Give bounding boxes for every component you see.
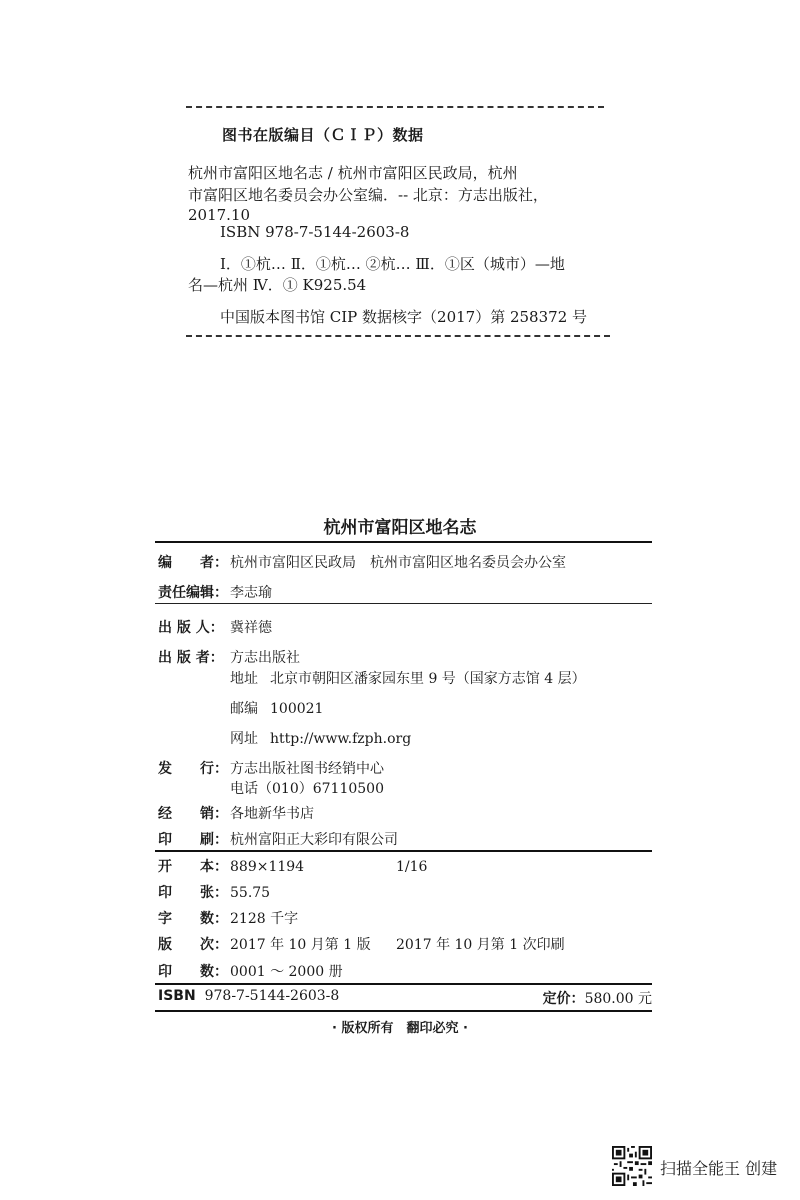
sheets-row — [158, 882, 270, 902]
edition-row — [158, 934, 565, 954]
publisher-person-value: 冀祥德 — [230, 620, 272, 636]
responsible-editor-label: 责任编辑： — [158, 585, 228, 601]
price-value: 580.00 元 — [584, 991, 652, 1007]
copies-row — [158, 961, 343, 981]
printer-label: 印 刷： — [158, 832, 228, 848]
editor-value: 杭州市富阳区民政局 杭州市富阳区地名委员会办公室 — [230, 555, 566, 571]
editor-label: 编 者： — [158, 555, 228, 571]
website-label: 网址 — [230, 731, 258, 747]
distribution-value: 方志出版社图书经销中心 — [230, 761, 384, 777]
price-label: 定价： — [542, 991, 585, 1007]
postcode-label: 邮编 — [230, 701, 258, 717]
address-row — [230, 668, 586, 688]
cip-top-dashed-rule — [186, 106, 604, 108]
publisher-row — [158, 647, 300, 667]
publisher-person-row — [158, 617, 272, 637]
editor-rule — [155, 603, 652, 604]
cip-line-3: 2017.10 — [188, 206, 251, 224]
cip-line-1: 杭州市富阳区地名志 / 杭州市富阳区民政局，杭州 — [188, 164, 518, 182]
book-title: 杭州市富阳区地名志 — [323, 518, 477, 538]
responsible-editor-row — [158, 582, 272, 602]
title-rule — [155, 541, 652, 543]
cip-bottom-dashed-rule — [186, 335, 610, 337]
responsible-editor-value: 李志瑜 — [230, 585, 272, 601]
publisher-person-label: 出 版 人： — [158, 620, 224, 636]
phone-row — [158, 778, 384, 798]
printer-row — [158, 829, 398, 849]
qr-code-icon — [612, 1146, 652, 1186]
printer-rule — [155, 850, 652, 852]
isbn-rule — [155, 1010, 652, 1012]
isbn-value: 978-7-5144-2603-8 — [204, 988, 340, 1004]
format-fraction: 1/16 — [396, 859, 428, 875]
distribution-label: 发 行： — [158, 761, 228, 777]
cip-line-2: 市富阳区地名委员会办公室编．-- 北京：方志出版社， — [188, 186, 548, 204]
printer-value: 杭州富阳正大彩印有限公司 — [230, 832, 398, 848]
isbn-row — [158, 988, 652, 1007]
editor-row — [158, 552, 566, 572]
words-value: 2128 千字 — [230, 911, 299, 927]
cip-isbn: ISBN 978-7-5144-2603-8 — [220, 223, 410, 241]
website-value: http://www.fzph.org — [270, 731, 412, 747]
publisher-label: 出 版 者： — [158, 650, 224, 666]
format-row — [158, 856, 427, 876]
sales-row — [158, 803, 314, 823]
postcode-row — [230, 698, 323, 718]
sales-value: 各地新华书店 — [230, 806, 314, 822]
edition-value: 2017 年 10 月第 1 版 — [230, 937, 371, 953]
website-row — [230, 728, 411, 748]
format-label: 开 本： — [158, 859, 228, 875]
scanner-watermark-text: 扫描全能王 创建 — [660, 1159, 778, 1178]
copies-rule — [155, 983, 652, 985]
sales-label: 经 销： — [158, 806, 228, 822]
words-label: 字 数： — [158, 911, 228, 927]
cip-title: 图书在版编目（ＣＩＰ）数据 — [222, 126, 424, 144]
cip-subject-2: 名—杭州 Ⅳ．① K925.54 — [188, 276, 367, 294]
copies-label: 印 数： — [158, 964, 228, 980]
cip-subject-1: Ⅰ．①杭… Ⅱ．①杭… ②杭… Ⅲ．①区（城市）—地 — [220, 255, 565, 273]
words-row — [158, 908, 298, 928]
cip-number: 中国版本图书馆 CIP 数据核字（2017）第 258372 号 — [220, 308, 588, 326]
address-value: 北京市朝阳区潘家园东里 9 号（国家方志馆 4 层） — [270, 671, 586, 687]
distribution-row — [158, 758, 384, 778]
rights-notice: · 版权所有 翻印必究 · — [332, 1021, 468, 1036]
format-value: 889×1194 — [230, 859, 305, 875]
phone-value: 电话（010）67110500 — [230, 781, 384, 797]
publisher-value: 方志出版社 — [230, 650, 300, 666]
sheets-value: 55.75 — [230, 885, 271, 901]
printing-value: 2017 年 10 月第 1 次印刷 — [396, 937, 565, 953]
isbn-label: ISBN — [158, 988, 196, 1004]
postcode-value: 100021 — [270, 701, 324, 717]
price — [543, 988, 652, 1008]
copies-value: 0001 ～ 2000 册 — [230, 964, 343, 980]
sheets-label: 印 张： — [158, 885, 228, 901]
edition-label: 版 次： — [158, 937, 228, 953]
address-label: 地址 — [230, 671, 258, 687]
